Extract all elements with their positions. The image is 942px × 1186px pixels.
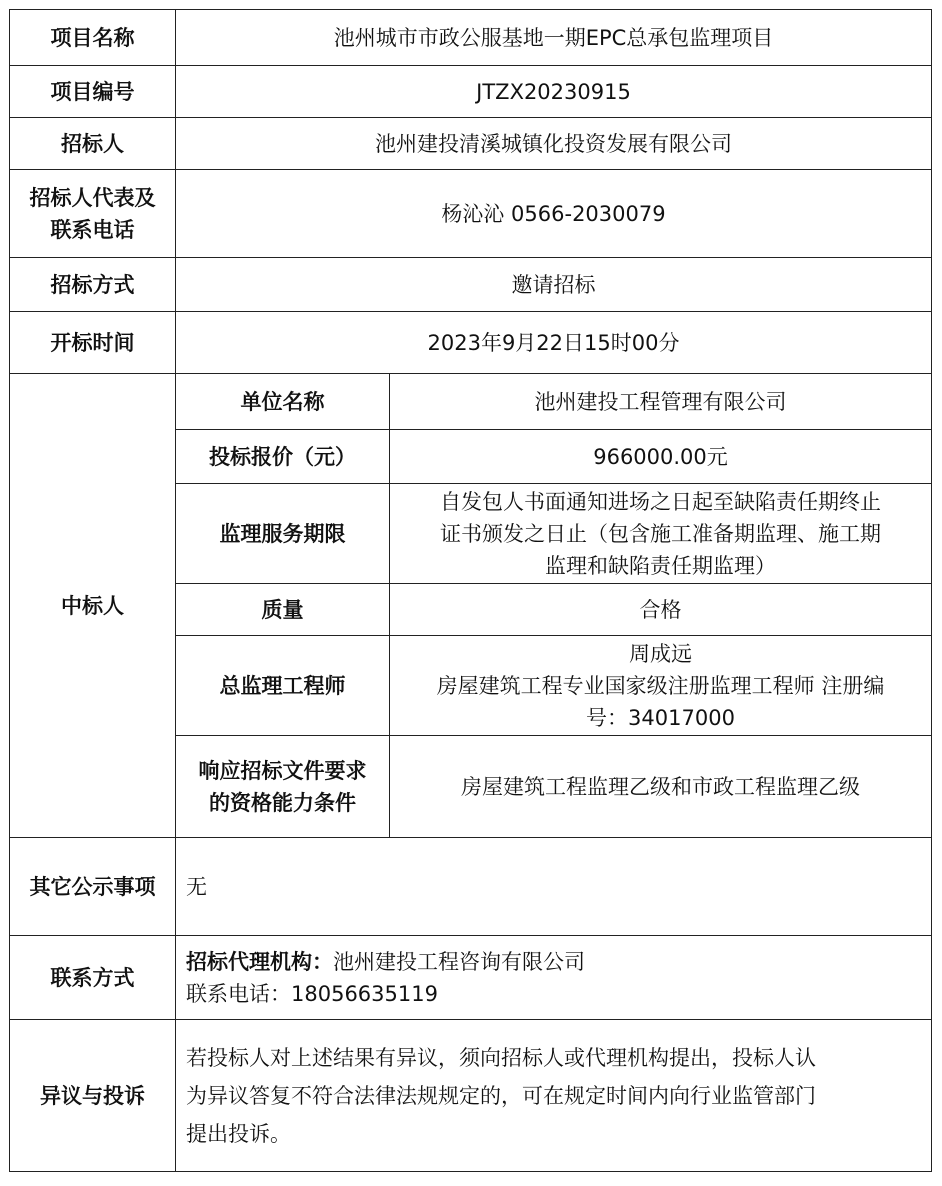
project-no-label: 项目编号 [10, 66, 176, 118]
tender-method-label: 招标方式 [10, 258, 176, 312]
chief-engineer-line1: 周成远 [629, 641, 692, 666]
chief-engineer-line3: 号：34017000 [586, 705, 735, 730]
qualification-label [176, 736, 390, 838]
qualification-label-line1: 响应招标文件要求 [198, 758, 367, 783]
quality-value: 合格 [390, 584, 932, 636]
tenderer-rep-value: 杨沁沁 0566-2030079 [176, 170, 932, 258]
row-objection [10, 1020, 932, 1172]
contact-agency-value: 池州建投工程咨询有限公司 [333, 949, 585, 974]
contact-label: 联系方式 [10, 936, 176, 1020]
contact-value [176, 936, 932, 1020]
unit-name-label: 单位名称 [176, 374, 390, 430]
row-project-name [10, 10, 932, 66]
bid-price-label: 投标报价（元） [176, 430, 390, 484]
tenderer-rep-label-line2: 联系电话 [50, 217, 135, 242]
tenderer-rep-label [10, 170, 176, 258]
service-period-line2: 证书颁发之日止（包含施工准备期监理、施工期 [440, 521, 881, 546]
project-name-label: 项目名称 [10, 10, 176, 66]
contact-phone-label: 联系电话： [186, 981, 291, 1006]
row-contact [10, 936, 932, 1020]
objection-line2: 为异议答复不符合法律法规规定的，可在规定时间内向行业监管部门 [186, 1083, 816, 1108]
tender-method-value: 邀请招标 [176, 258, 932, 312]
open-time-label: 开标时间 [10, 312, 176, 374]
award-notice-table [9, 9, 932, 1172]
winner-label: 中标人 [10, 374, 176, 838]
row-unit-name [10, 374, 932, 430]
award-notice-sheet [9, 9, 932, 1172]
open-time-value: 2023年9月22日15时00分 [176, 312, 932, 374]
service-period-line1: 自发包人书面通知进场之日起至缺陷责任期终止 [440, 489, 881, 514]
tenderer-rep-label-line1: 招标人代表及 [29, 185, 156, 210]
row-tenderer-rep [10, 170, 932, 258]
row-open-time [10, 312, 932, 374]
contact-agency-line [186, 946, 925, 978]
contact-phone-line [186, 978, 925, 1010]
objection-value [176, 1020, 932, 1172]
project-name-value: 池州城市市政公服基地一期EPC总承包监理项目 [176, 10, 932, 66]
quality-label: 质量 [176, 584, 390, 636]
objection-label: 异议与投诉 [10, 1020, 176, 1172]
unit-name-value: 池州建投工程管理有限公司 [390, 374, 932, 430]
row-other-notice [10, 838, 932, 936]
objection-line1: 若投标人对上述结果有异议，须向招标人或代理机构提出，投标人认 [186, 1045, 816, 1070]
chief-engineer-line2: 房屋建筑工程专业国家级注册监理工程师 注册编 [436, 673, 885, 698]
contact-agency-label: 招标代理机构： [186, 949, 333, 974]
row-tenderer [10, 118, 932, 170]
qualification-value: 房屋建筑工程监理乙级和市政工程监理乙级 [390, 736, 932, 838]
tenderer-label: 招标人 [10, 118, 176, 170]
contact-phone-value: 18056635119 [291, 981, 438, 1006]
other-notice-value: 无 [176, 838, 932, 936]
service-period-line3: 监理和缺陷责任期监理） [545, 553, 776, 578]
chief-engineer-label: 总监理工程师 [176, 636, 390, 736]
row-tender-method [10, 258, 932, 312]
service-period-value [390, 484, 932, 584]
project-no-value: JTZX20230915 [176, 66, 932, 118]
tenderer-value: 池州建投清溪城镇化投资发展有限公司 [176, 118, 932, 170]
row-project-no [10, 66, 932, 118]
qualification-label-line2: 的资格能力条件 [209, 790, 356, 815]
other-notice-label: 其它公示事项 [10, 838, 176, 936]
objection-line3: 提出投诉。 [186, 1121, 291, 1146]
bid-price-value: 966000.00元 [390, 430, 932, 484]
chief-engineer-value [390, 636, 932, 736]
service-period-label: 监理服务期限 [176, 484, 390, 584]
